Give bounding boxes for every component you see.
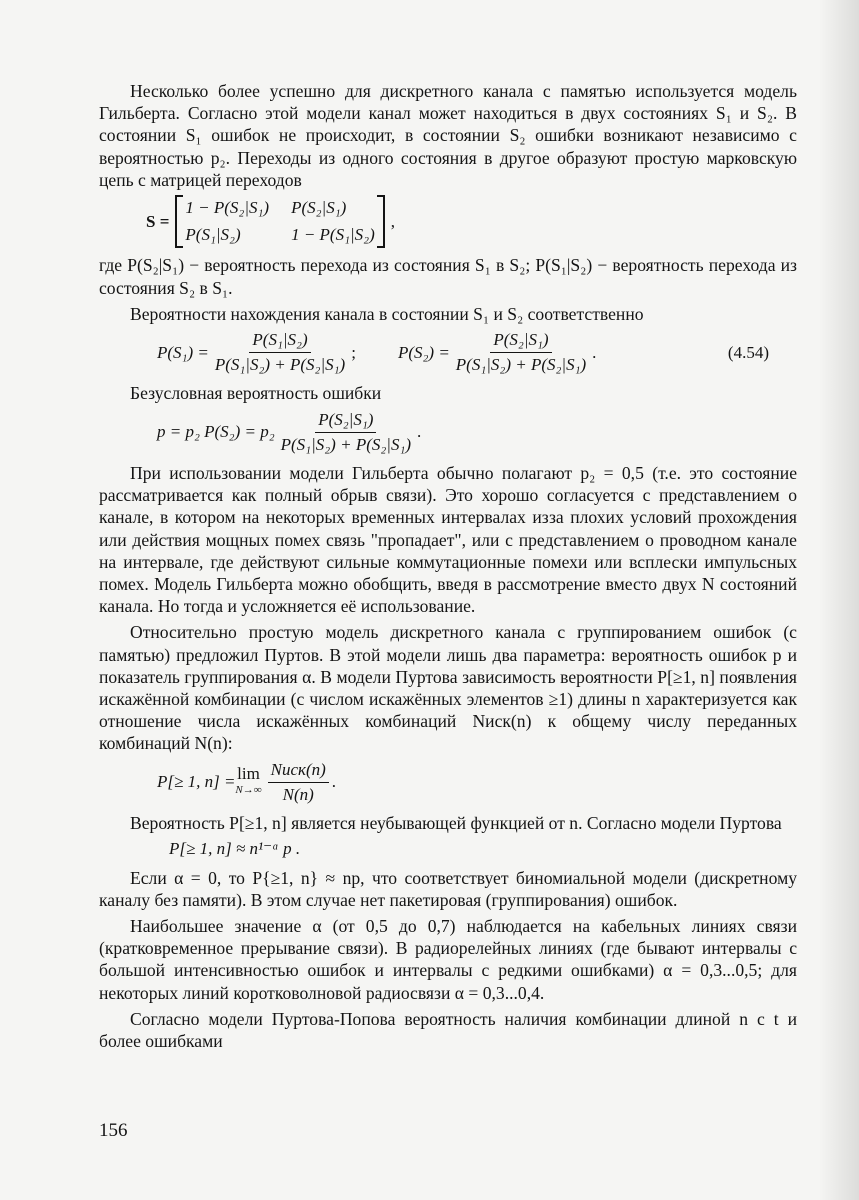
matrix-a21: P(S₁|S₂) (185, 225, 241, 245)
paragraph-unconditional-error: Безусловная вероятность ошибки (130, 383, 382, 404)
eq-lim-den: N(n) (282, 784, 314, 804)
eq454-lhs2: P(S₂) = (397, 342, 450, 362)
eq-p-den: P(S₁|S₂) + P(S₂|S₁) (280, 434, 412, 454)
paragraph-transition-definitions: где P(S₂|S₁) − вероятность перехода из состояния S₁ в S₂; P(S₁|S₂) − вероятность перехода из состояния S₂ в S₁. (99, 255, 797, 298)
matrix-a12: P(S₂|S₁) (291, 198, 347, 218)
eq-p-lhs: p = p₂ P(S₂) = p₂ (157, 422, 275, 442)
paragraph-nondecreasing: Вероятность P[≥1, n] является неубывающей функцией от n. Согласно модели Пуртова (130, 813, 782, 834)
page-body (99, 80, 797, 1052)
equation-limit (99, 759, 797, 806)
paragraph-alpha-values: Наибольшее значение α (от 0,5 до 0,7) наблюдается на кабельных линиях связи (кратковременное прерывание связи). В радиорелейных линиях (где бывают интервалы с большой интенсивностью ошибок и интервалы с редкими ошибками) α = 0,3...0,5; для некоторых линий коротковолновой радиосвязи α = 0,3...0,4. (99, 915, 797, 1003)
eq-lim-fraction (268, 759, 329, 806)
page-number: 156 (99, 1120, 128, 1141)
eq454-fraction-2 (453, 329, 589, 376)
paragraph-state-probabilities: Вероятности нахождения канала в состоянии S₁ и S₂ соответственно (130, 303, 644, 324)
equation-number: (4.54) (727, 342, 769, 362)
paragraph-alpha-zero: Если α = 0, то P{≥1, n} ≈ np, что соответствует биномиальной модели (дискретному каналу без памяти). В этом случае нет пакетировая (группирования) ошибок. (99, 867, 797, 910)
equation-approximation (99, 838, 797, 860)
transition-matrix (175, 195, 384, 248)
eq454-end: . (592, 342, 597, 362)
eq-lim-num: Nиск(n) (268, 759, 329, 783)
limit-operator (235, 766, 261, 798)
matrix-a22: 1 − P(S₁|S₂) (291, 225, 375, 245)
transition-matrix-formula (99, 195, 797, 248)
eq454-num2: P(S₂|S₁) (490, 329, 551, 353)
page-edge-shadow (819, 0, 859, 1200)
eq-lim-lhs: P[≥ 1, n] = (157, 772, 236, 792)
paragraph-purtov-model: Относительно простую модель дискретного канала с группированием ошибок (с памятью) предложил Пуртов. В этой модели лишь два параметра: вероятность ошибок p и показатель группирования α. В модели Пуртова зависимость вероятности P[≥1, n] появления искажённой комбинации (с числом искажённых элементов ≥1) длины n характеризуется как отношение числа искажённых комбинаций Nиск(n) к общему числу переданных комбинаций N(n): (99, 622, 797, 754)
eq454-fraction-1 (212, 329, 348, 376)
matrix-tail: , (390, 211, 395, 231)
eq454-separator: ; (351, 342, 356, 362)
equation-error-probability (99, 409, 797, 456)
matrix-a11: 1 − P(S₂|S₁) (185, 198, 270, 218)
equation-4-54 (99, 329, 797, 376)
eq-p-fraction (278, 409, 414, 456)
paragraph-gilbert-usage: При использовании модели Гильберта обычно полагают p₂ = 0,5 (т.е. это состояние рассматривается как полный обрыв связи). Это хорошо согласуется с представлением о канале, в котором на некоторых временных интервалах изза плохих условий прохождения или действия мощных помех связь "пропадает", или с представлением о проводном канале на интервале, где действуют сильные коммутационные помехи или всплески импульсных помех. Модель Гильберта можно обобщить, введя в рассмотрение вместо двух N состояний канала. Но тогда и усложняется её использование. (99, 463, 797, 617)
limit-subscript: N→∞ (235, 784, 262, 797)
eq454-lhs1: P(S₁) = (157, 342, 209, 362)
paragraph-gilbert-intro: Несколько более успешно для дискретного канала с памятью используется модель Гильберта. Согласно этой модели канал может находиться в двух состояниях S₁ и S₂. В состоянии S₁ ошибок не происходит, в состоянии S₂ ошибки возникают независимо с вероятностью p₂. Переходы из одного состояния в другое образуют простую марковскую цепь с матрицей переходов (99, 81, 797, 190)
eq454-den1: P(S₁|S₂) + P(S₂|S₁) (214, 355, 346, 375)
paragraph-purtov-popov: Согласно модели Пуртова-Попова вероятность наличия комбинации длиной n с t и более ошибками (99, 1008, 797, 1051)
eq-lim-end: . (331, 772, 337, 792)
eq454-num1: P(S₁|S₂) (249, 329, 310, 353)
eq-p-end: . (417, 422, 422, 442)
limit-label: lim (237, 764, 260, 784)
eq-p-num: P(S₂|S₁) (315, 409, 376, 433)
eq-approx-text: P[≥ 1, n] ≈ n¹⁻ᵅ p . (169, 839, 301, 859)
eq454-den2: P(S₁|S₂) + P(S₂|S₁) (455, 355, 587, 375)
matrix-lhs: S = (146, 211, 170, 231)
